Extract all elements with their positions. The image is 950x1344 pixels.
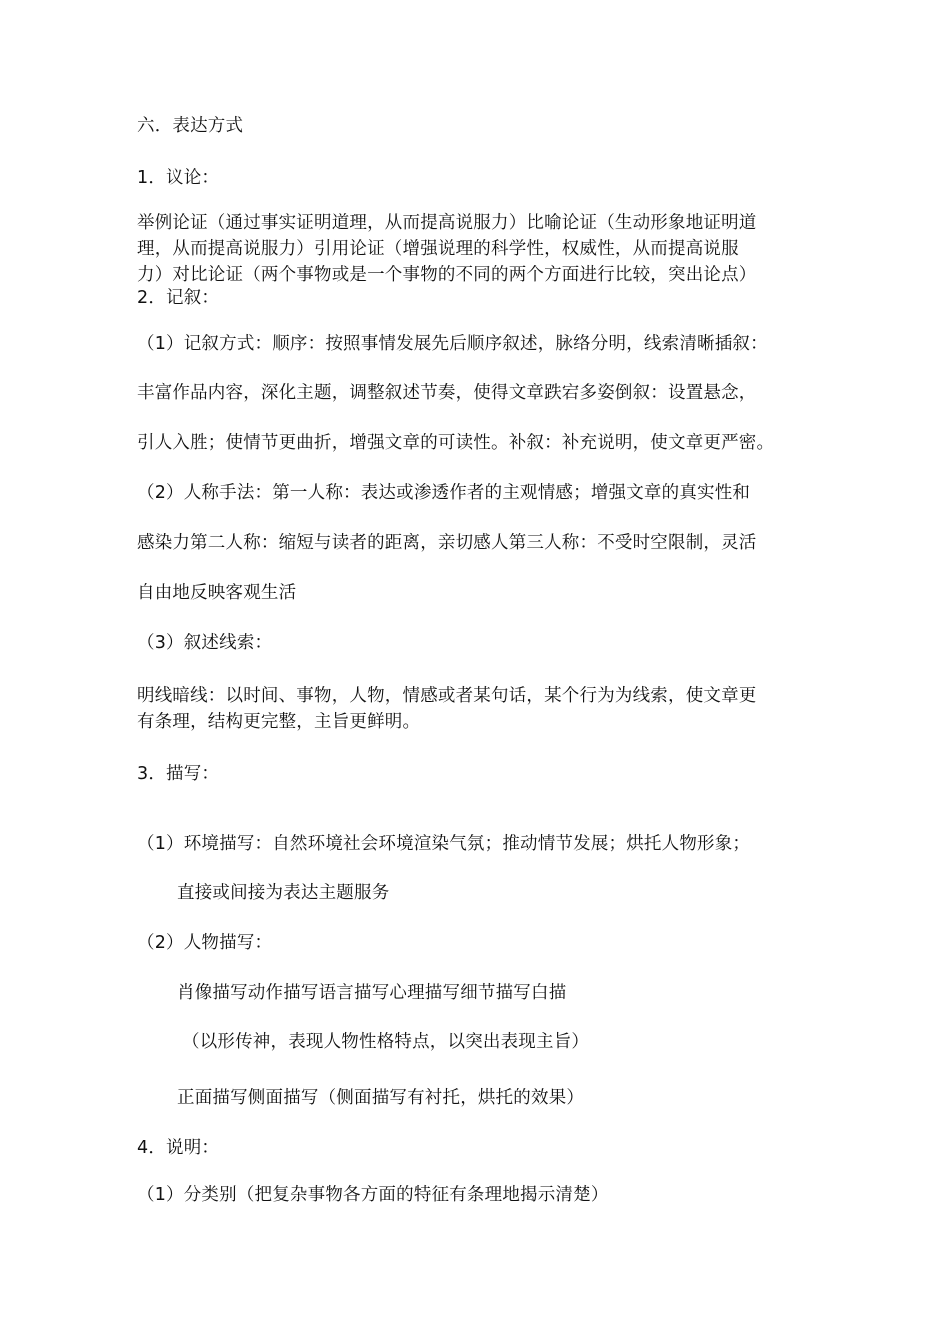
person-method-line: 感染力第二人称：缩短与读者的距离，亲切感人第三人称：不受时空限制，灵活 (137, 533, 757, 553)
argument-body-line: 举例论证（通过事实证明道理，从而提高说服力）比喻论证（生动形象地证明道 (137, 213, 757, 233)
narrative-clue-line: 明线暗线：以时间、事物，人物，情感或者某句话，某个行为为线索，使文章更 (137, 686, 757, 706)
character-description-note: （以形传神，表现人物性格特点，以突出表现主旨） (182, 1032, 590, 1052)
description-title: 3．描写： (137, 764, 220, 784)
classification-line: （1）分类别（把复杂事物各方面的特征有条理地揭示清楚） (137, 1185, 609, 1205)
narrative-clue-line: 有条理，结构更完整，主旨更鲜明。 (137, 712, 421, 732)
argument-title: 1．议论： (137, 168, 220, 188)
section-heading: 六．表达方式 (137, 116, 244, 136)
environment-description-cont: 直接或间接为表达主题服务 (177, 883, 390, 903)
narrative-clue-title: （3）叙述线索： (137, 633, 273, 653)
exposition-title: 4．说明： (137, 1138, 220, 1158)
character-description-sides: 正面描写侧面描写（侧面描写有衬托，烘托的效果） (177, 1088, 585, 1108)
person-method-line: 自由地反映客观生活 (137, 583, 297, 603)
environment-description: （1）环境描写：自然环境社会环境渲染气氛；推动情节发展；烘托人物形象； (137, 834, 751, 854)
argument-body-line: 力）对比论证（两个事物或是一个事物的不同的两个方面进行比较，突出论点） (137, 265, 757, 285)
character-description-types: 肖像描写动作描写语言描写心理描写细节描写白描 (177, 983, 567, 1003)
narration-title: 2．记叙： (137, 288, 220, 308)
narration-method-line: 丰富作品内容，深化主题，调整叙述节奏，使得文章跌宕多姿倒叙：设置悬念， (137, 383, 757, 403)
narration-method-line: 引人入胜；使情节更曲折，增强文章的可读性。补叙：补充说明，使文章更严密。 (137, 433, 775, 453)
person-method-line: （2）人称手法：第一人称：表达或渗透作者的主观情感；增强文章的真实性和 (137, 483, 751, 503)
character-description-title: （2）人物描写： (137, 933, 273, 953)
argument-body-line: 理，从而提高说服力）引用论证（增强说理的科学性，权威性，从而提高说服 (137, 239, 739, 259)
narration-method-line: （1）记叙方式：顺序：按照事情发展先后顺序叙述，脉络分明，线索清晰插叙： (137, 334, 768, 354)
